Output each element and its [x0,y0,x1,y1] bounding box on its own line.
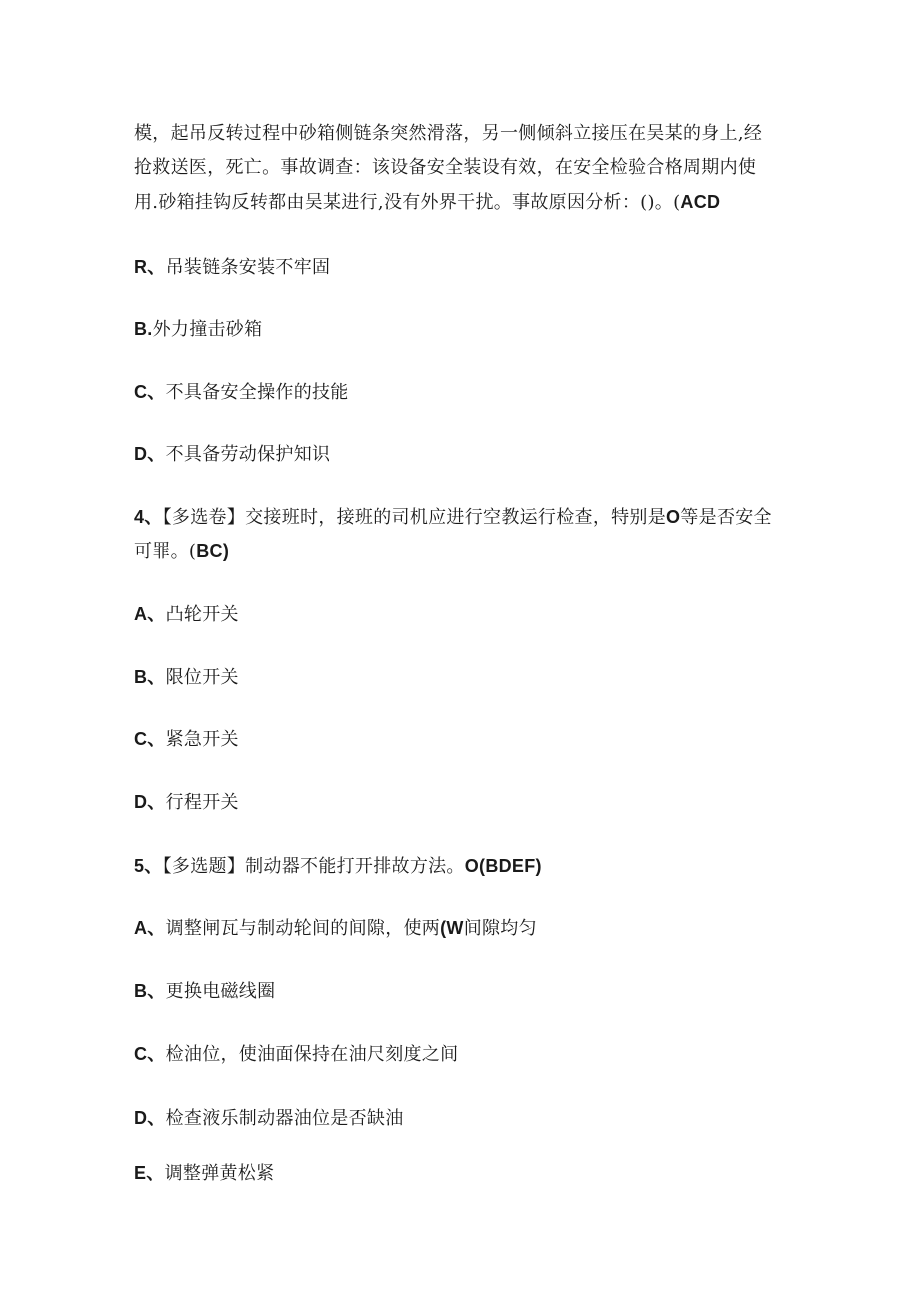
option-text: 调整闸瓦与制动轮间的间隙，使两 [165,918,441,939]
q3-option-r [134,251,330,284]
q4-stem-text-2: 可罪。( [134,541,197,562]
option-letter: C、 [134,1044,166,1064]
q5-option-c [134,1038,458,1071]
q5-option-d [134,1102,404,1135]
intro-line-3-text: 用.砂箱挂钩反转都由吴某进行,没有外界干扰。事故原因分析：()。( [134,192,681,213]
q4-option-d [134,786,239,819]
q4-stem-tail: 等是否安全 [680,507,772,528]
option-text: 不具备安全操作的技能 [165,382,349,403]
q5-option-a [134,912,537,945]
option-text: 限位开关 [165,667,239,688]
q4-stem-text: 【多选卷】交接班时，接班的司机应进行空教运行检查，特别是 [162,507,667,528]
option-letter: A、 [134,604,166,624]
option-text: 检查液乐制动器油位是否缺油 [165,1108,404,1129]
option-letter: D、 [134,444,166,464]
intro-line-1 [134,118,762,150]
option-text: 外力撞击砂箱 [152,319,263,340]
q5-stem [134,850,542,883]
option-text: 行程开关 [165,792,239,813]
q4-answer: BC) [196,541,230,561]
q3-option-d [134,438,330,471]
q4-option-a [134,598,239,631]
option-letter: B. [134,319,153,339]
q5-answer: O(BDEF) [464,856,542,876]
option-text: 更换电磁线圈 [165,981,276,1002]
q3-option-b [134,313,262,346]
q4-stem-line-1 [134,501,772,534]
option-letter: C、 [134,729,166,749]
q4-blank-mark: O [666,507,681,527]
intro-answer: ACD [680,192,721,212]
option-letter: B、 [134,667,166,687]
option-letter: D、 [134,792,166,812]
option-text: 紧急开关 [165,729,239,750]
intro-line-2-text: 抢救送医，死亡。事故调查：该设备安全装设有效，在安全检验合格周期内使 [134,157,757,178]
question-number: 5、 [134,856,163,876]
q3-option-c [134,376,349,409]
option-letter: A、 [134,918,166,938]
option-text-tail: 间隙均匀 [463,918,537,939]
option-letter: D、 [134,1108,166,1128]
question-number: 4、 [134,507,163,527]
q4-stem-line-2 [134,535,229,568]
q5-stem-text: 【多选题】制动器不能打开排故方法。 [162,856,465,877]
intro-line-1-text: 模，起吊反转过程中砂箱侧链条突然滑落，另一侧倾斜立接压在吴某的身上,经 [134,123,763,144]
option-text: 凸轮开关 [165,604,239,625]
option-letter: R、 [134,257,166,277]
intro-line-3 [134,186,720,219]
option-text: 检油位，使油面保持在油尺刻度之间 [165,1044,459,1065]
option-mark: (W [440,918,464,938]
option-letter: B、 [134,981,166,1001]
q5-option-b [134,975,275,1008]
q4-option-c [134,723,239,756]
option-text: 吊装链条安装不牢固 [165,257,331,278]
option-text: 调整弹黄松紧 [164,1163,275,1184]
option-letter: E、 [134,1163,165,1183]
option-letter: C、 [134,382,166,402]
q5-option-e [134,1157,274,1190]
intro-line-2 [134,152,756,184]
q4-option-b [134,661,239,694]
option-text: 不具备劳动保护知识 [165,444,331,465]
